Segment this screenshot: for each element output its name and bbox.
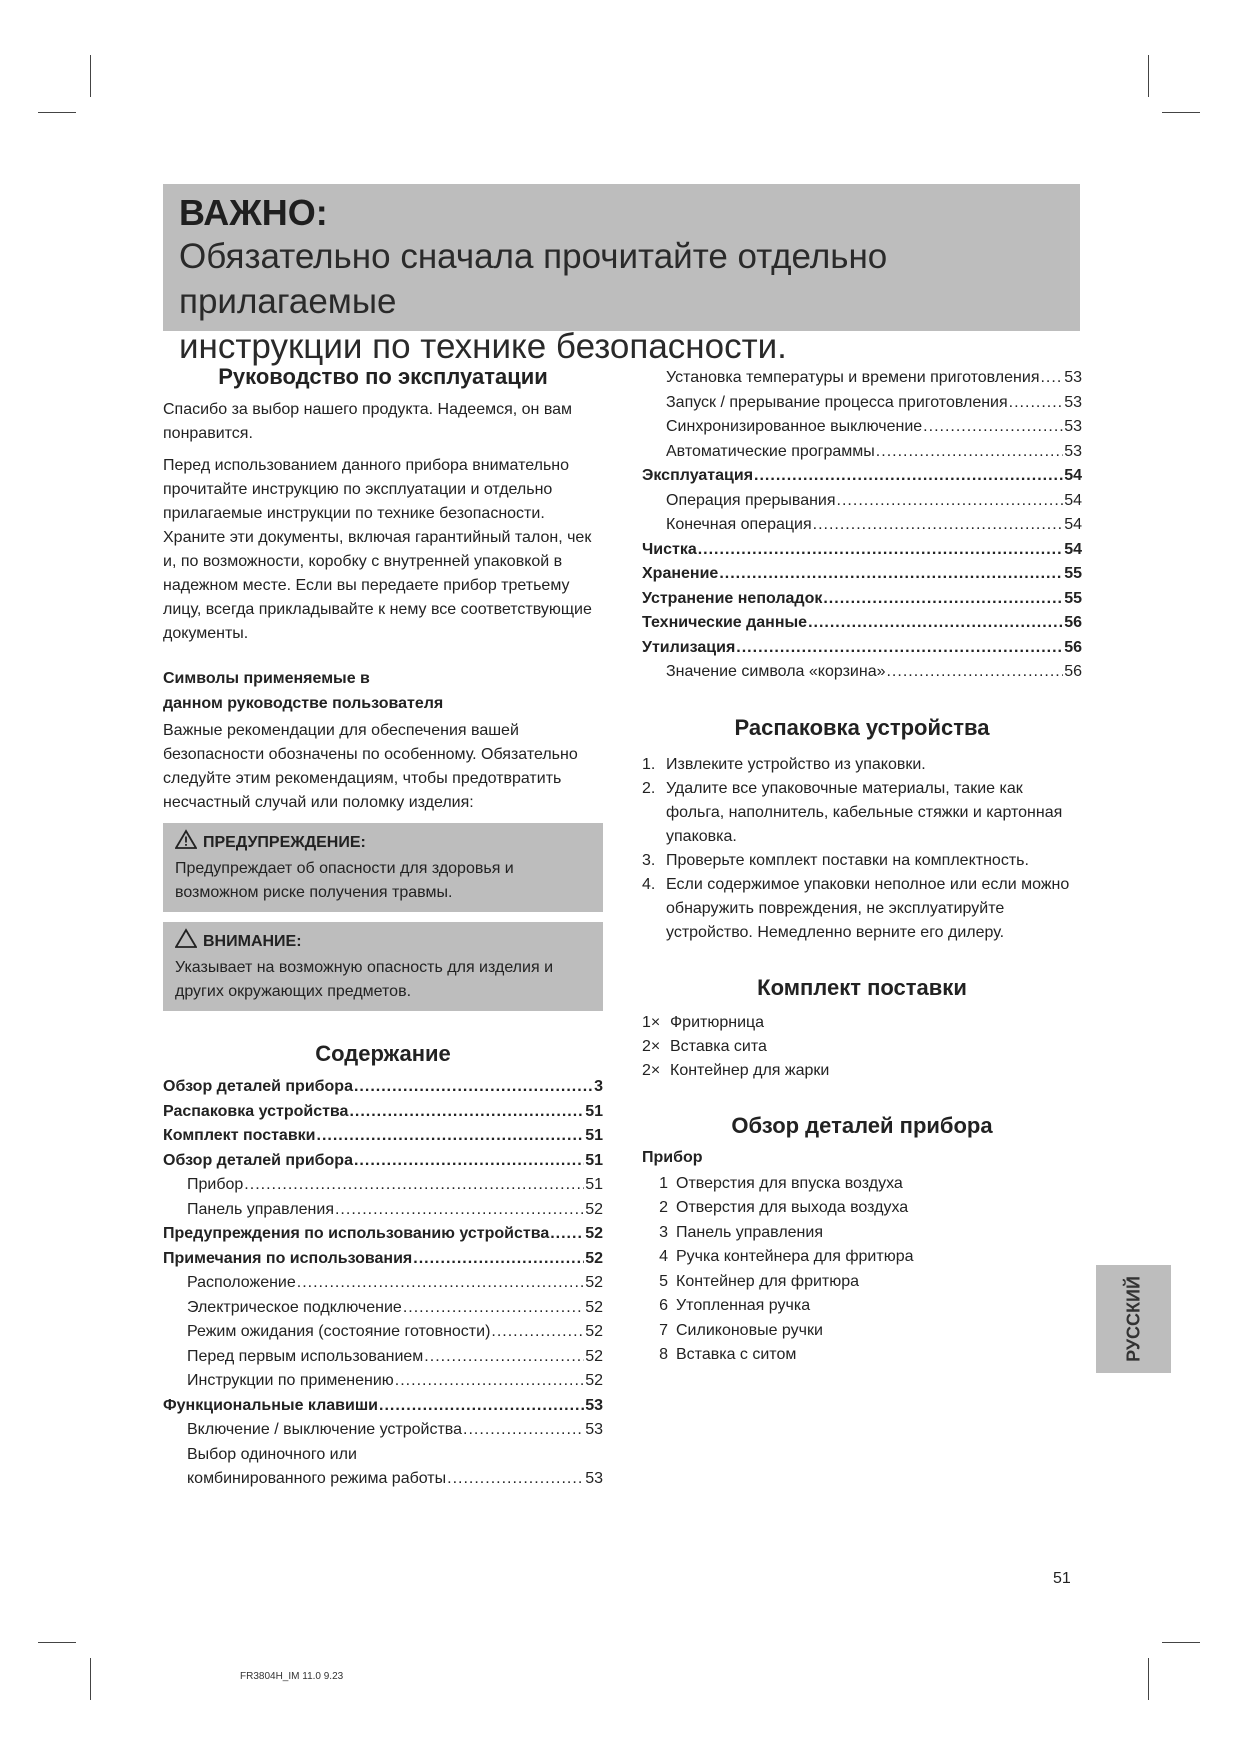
right-column xyxy=(642,366,1082,1368)
toc-entry[interactable]: Значение символа «корзина» ..... 56 xyxy=(642,660,1082,685)
caution-text: Указывает на возможную опасность для изделия и других окружающих предметов. xyxy=(175,959,553,1000)
toc-entry[interactable]: Режим ожидания (состояние готовности) ..... 52 xyxy=(163,1320,603,1345)
toc-entry[interactable]: Операция прерывания ..... 54 xyxy=(642,489,1082,514)
toc-entry[interactable]: Предупреждения по использованию устройства ..... 52 xyxy=(163,1222,603,1247)
important-banner xyxy=(163,184,1080,366)
crop-mark xyxy=(38,1642,76,1643)
overview-subheading: Прибор xyxy=(642,1148,703,1166)
caution-box xyxy=(163,922,603,1011)
manual-heading: Руководство по эксплуатации xyxy=(218,364,548,389)
intro-paragraph: Спасибо за выбор нашего продукта. Надеемся, он вам понравится. xyxy=(163,401,573,442)
unpacking-step: 4. Если содержимое упаковки неполное или если можно обнаружить повреждения, не эксплуатируйте устройство. Немедленно верните его дилеру. xyxy=(642,875,1070,941)
page-number: 51 xyxy=(1053,1570,1071,1587)
toc-entry[interactable]: Панель управления ..... 52 xyxy=(163,1198,603,1223)
toc-entry[interactable]: Включение / выключение устройства ..... 53 xyxy=(163,1418,603,1443)
warning-box xyxy=(163,823,603,912)
warning-text: Предупреждает об опасности для здоровья и возможном риске получения травмы. xyxy=(175,860,514,901)
toc-entry[interactable]: Примечания по использования ..... 52 xyxy=(163,1247,603,1272)
toc-entry[interactable]: Обзор деталей прибора ..... 51 xyxy=(163,1149,603,1174)
banner-line-1: Обязательно сначала прочитайте отдельно прилагаемые xyxy=(179,237,888,321)
toc-entry[interactable]: Синхронизированное выключение ..... 53 xyxy=(642,415,1082,440)
toc-entry[interactable]: Устранение неполадок ..... 55 xyxy=(642,587,1082,612)
symbols-heading-1: Символы применяемые в xyxy=(163,670,370,687)
supply-item: 2× Вставка сита xyxy=(642,1037,767,1055)
banner-line-2: инструкции по технике безопасности. xyxy=(179,327,787,366)
part-item: 6 Утопленная ручка xyxy=(659,1297,811,1314)
supply-heading: Комплект поставки xyxy=(757,974,967,1000)
toc-entry[interactable]: Функциональные клавиши ..... 53 xyxy=(163,1394,603,1419)
unpacking-heading: Распаковка устройства xyxy=(734,714,990,740)
toc-entry[interactable]: Комплект поставки ..... 51 xyxy=(163,1124,603,1149)
symbols-paragraph: Важные рекомендации для обеспечения вашей безопасности обозначены по особенному. Обязательно следуйте этим рекомендациям, чтобы предотвратить несчастный случай или поломку изделия: xyxy=(163,722,578,811)
part-item: 5 Контейнер для фритюра xyxy=(659,1272,860,1290)
toc-entry[interactable]: Утилизация ..... 56 xyxy=(642,636,1082,661)
unpacking-step: 3. Проверьте комплект поставки на комплектность. xyxy=(642,851,1029,869)
part-item: 2 Отверстия для выхода воздуха xyxy=(659,1199,909,1216)
language-label: РУССКИЙ xyxy=(1123,1276,1143,1362)
unpacking-step: 2. Удалите все упаковочные материалы, такие как фольга, наполнитель, кабельные стяжки и картонная упаковка. xyxy=(642,779,1063,845)
toc-entry[interactable]: Инструкции по применению ..... 52 xyxy=(163,1369,603,1394)
caution-title: ВНИМАНИЕ: xyxy=(203,933,302,950)
toc-entry[interactable]: Установка температуры и времени приготовления ..... 53 xyxy=(642,366,1082,391)
toc-entry[interactable]: Чистка ..... 54 xyxy=(642,538,1082,563)
crop-mark xyxy=(1148,1658,1149,1700)
caution-title-row xyxy=(175,928,591,956)
unpacking-step: 1. Извлеките устройство из упаковки. xyxy=(642,755,926,773)
warning-title-row xyxy=(175,829,591,857)
crop-mark xyxy=(90,55,91,97)
footer-code: FR3804H_IM 11.0 9.23 xyxy=(240,1671,344,1682)
contents-heading: Содержание xyxy=(315,1041,451,1066)
crop-mark xyxy=(38,112,76,113)
crop-mark xyxy=(1162,112,1200,113)
toc-entry[interactable]: Расположение ..... 52 xyxy=(163,1271,603,1296)
left-column xyxy=(163,364,603,1492)
overview-heading: Обзор деталей прибора xyxy=(731,1112,993,1138)
toc-entry[interactable]: Обзор деталей прибора ..... 3 xyxy=(163,1075,603,1100)
warning-title: ПРЕДУПРЕЖДЕНИЕ: xyxy=(203,834,366,851)
banner-title: ВАЖНО: xyxy=(179,192,328,233)
toc-entry[interactable]: Технические данные ..... 56 xyxy=(642,611,1082,636)
toc-entry[interactable]: Эксплуатация ..... 54 xyxy=(642,464,1082,489)
supply-list xyxy=(642,1011,1082,1083)
unpacking-steps xyxy=(642,753,1082,945)
crop-mark xyxy=(90,1658,91,1700)
toc-entry[interactable]: Автоматические программы ..... 53 xyxy=(642,440,1082,465)
toc-entry[interactable]: Запуск / прерывание процесса приготовления ..... 53 xyxy=(642,391,1082,416)
supply-item: 2× Контейнер для жарки xyxy=(642,1061,830,1079)
toc-entry[interactable]: Конечная операция ..... 54 xyxy=(642,513,1082,538)
toc-entry[interactable]: Электрическое подключение ..... 52 xyxy=(163,1296,603,1321)
crop-mark xyxy=(1148,55,1149,97)
supply-item: 1× Фритюрница xyxy=(642,1013,765,1031)
contents-list-right xyxy=(642,366,1082,685)
caution-triangle-icon xyxy=(175,928,197,956)
parts-list xyxy=(642,1172,1082,1368)
instructions-paragraph: Перед использованием данного прибора внимательно прочитайте инструкцию по эксплуатации и отдельно прилагаемые инструкции по технике безопасности. Храните эти документы, включая гарантийный талон, чек и, по возможности, коробку с внутренней упаковкой в надежном месте. Если вы передаете прибор третьему лицу, всегда прикладывайте к нему все соответствующие документы. xyxy=(163,457,592,642)
toc-entry[interactable]: комбинированного режима работы ..... 53 xyxy=(163,1467,603,1492)
toc-entry[interactable]: Прибор ..... 51 xyxy=(163,1173,603,1198)
warning-triangle-icon xyxy=(175,829,197,857)
toc-entry[interactable]: Перед первым использованием ..... 52 xyxy=(163,1345,603,1370)
crop-mark xyxy=(1162,1642,1200,1643)
part-item: 3 Панель управления xyxy=(659,1223,823,1241)
part-item: 1 Отверстия для впуска воздуха xyxy=(659,1174,903,1192)
part-item: 7 Силиконовые ручки xyxy=(659,1321,823,1339)
language-tab xyxy=(1096,1265,1171,1373)
toc-entry-multiline-first[interactable]: Выбор одиночного или xyxy=(187,1445,357,1463)
contents-list-left xyxy=(163,1075,603,1492)
part-item: 8 Вставка с ситом xyxy=(659,1346,797,1363)
toc-entry[interactable]: Хранение ..... 55 xyxy=(642,562,1082,587)
part-item: 4 Ручка контейнера для фритюра xyxy=(659,1248,914,1265)
toc-entry[interactable]: Распаковка устройства ..... 51 xyxy=(163,1100,603,1125)
symbols-heading-2: данном руководстве пользователя xyxy=(163,695,444,712)
